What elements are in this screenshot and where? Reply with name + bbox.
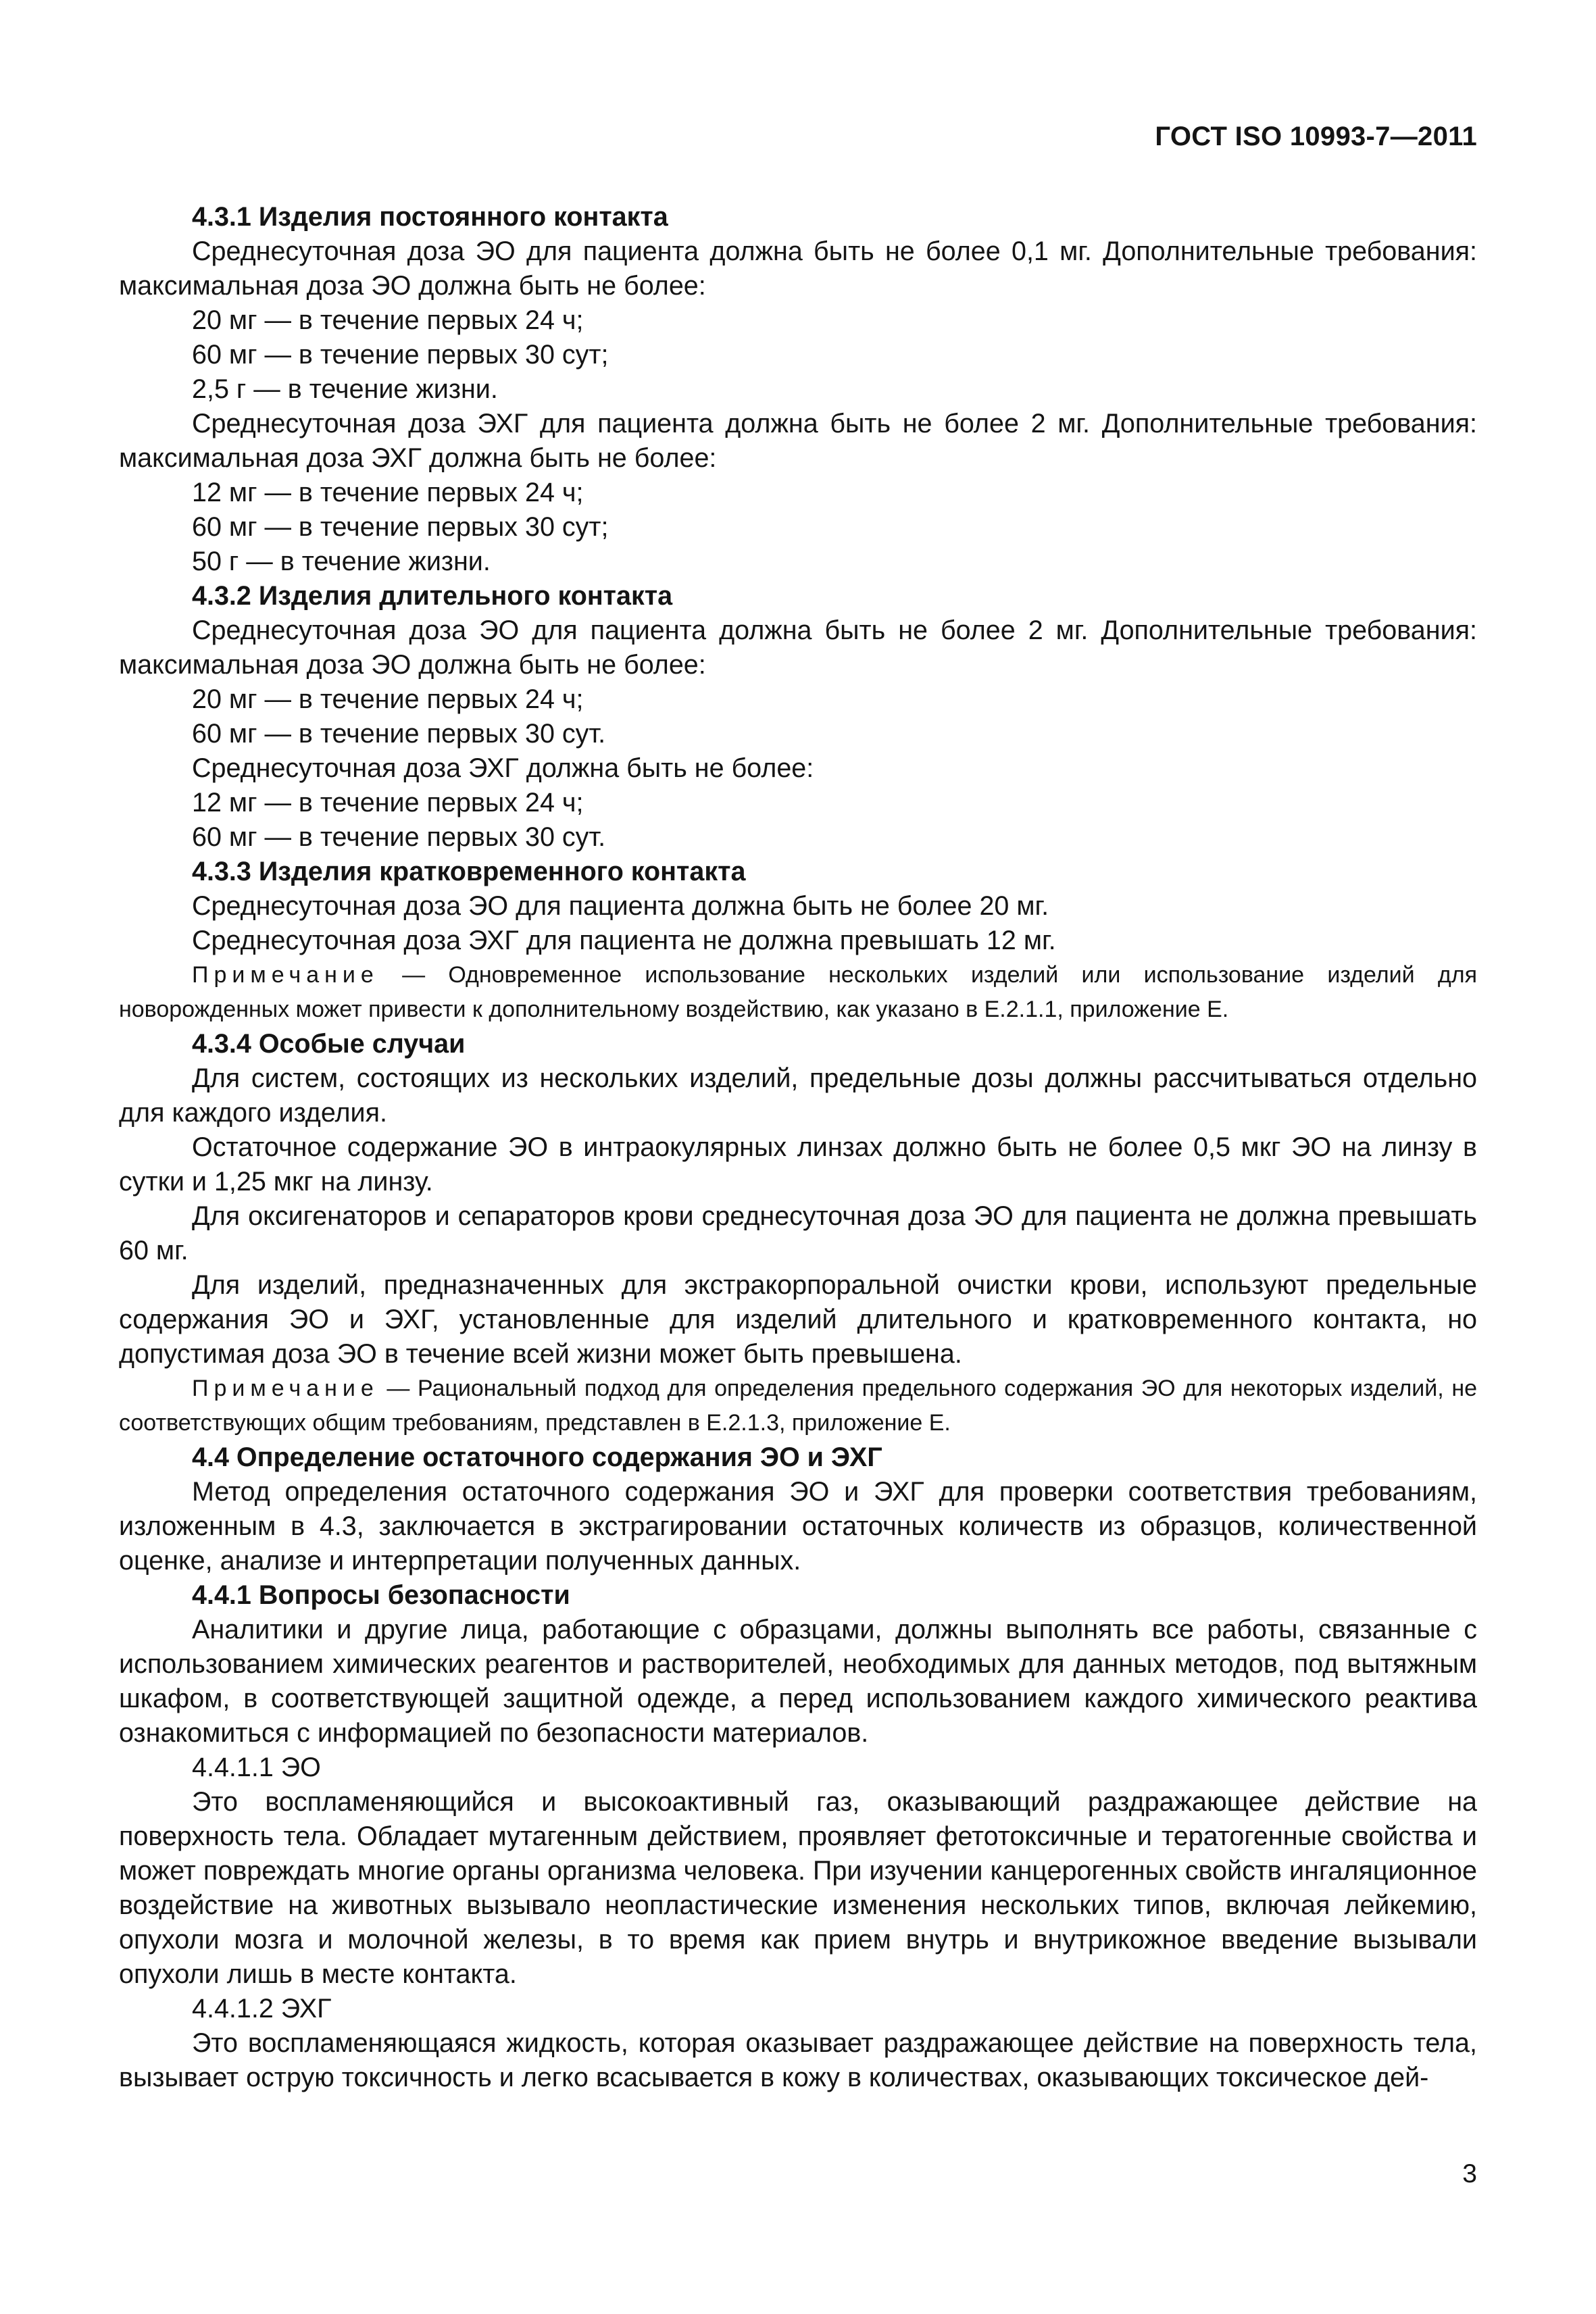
page-number: 3 (1462, 2159, 1477, 2188)
paragraph: Это воспламеняющийся и высокоактивный газ, оказывающий раздражающее действие на поверхность тела. Обладает мутагенным действием, проявляет фетотоксичные и тератогенные свойства и может повреждать многие органы организма человека. При изучении канцерогенных свойств ингаляционное воздействие на животных вызывало неопластические изменения нескольких типов, включая лейкемию, опухоли мозга и молочной железы, в то время как прием внутрь и внутрикожное введение вызывали опухоли лишь в месте контакта. (119, 1787, 1477, 1989)
paragraph: Среднесуточная доза ЭХГ для пациента не должна превышать 12 мг. (192, 926, 1056, 955)
list-item: 20 мг — в течение первых 24 ч; (192, 305, 584, 335)
note-text: — Одновременное использование нескольких изделий или использование изделий для новорожденных может привести к дополнительному воздействию, как указано в Е.2.1.1, приложение Е. (119, 962, 1477, 1022)
paragraph: Для изделий, предназначенных для экстракорпоральной очистки крови, используют предельные содержания ЭО и ЭХГ, установленные для изделий длительного и кратковременного контакта, но допустимая доза ЭО в течение всей жизни может быть превышена. (119, 1270, 1477, 1369)
paragraph: Среднесуточная доза ЭО для пациента должна быть не более 20 мг. (192, 891, 1049, 921)
section-heading: 4.4.1 Вопросы безопасности (192, 1580, 570, 1610)
section-heading: 4.4 Определение остаточного содержания ЭО и ЭХГ (192, 1442, 882, 1472)
paragraph: Для систем, состоящих из нескольких изделий, предельные дозы должны рассчитываться отдельно для каждого изделия. (119, 1063, 1477, 1128)
note-label: Примечание (192, 1376, 379, 1401)
list-item: 12 мг — в течение первых 24 ч; (192, 788, 584, 818)
paragraph: Для оксигенаторов и сепараторов крови среднесуточная доза ЭО для пациента не должна превышать 60 мг. (119, 1201, 1477, 1265)
paragraph: Среднесуточная доза ЭО для пациента должна быть не более 0,1 мг. Дополнительные требования: максимальная доза ЭО должна быть не более: (119, 236, 1477, 301)
section-heading: 4.3.4 Особые случаи (192, 1029, 466, 1059)
note (119, 958, 1477, 1027)
standard-header: ГОСТ ISO 10993-7—2011 (1155, 122, 1477, 151)
list-item: 60 мг — в течение первых 30 сут; (192, 512, 609, 542)
list-item: 60 мг — в течение первых 30 сут. (192, 822, 606, 852)
list-item: 60 мг — в течение первых 30 сут. (192, 719, 606, 749)
section-heading: 4.3.1 Изделия постоянного контакта (192, 202, 668, 232)
paragraph: Метод определения остаточного содержания ЭО и ЭХГ для проверки соответствия требованиям, изложенным в 4.3, заключается в экстрагировании остаточных количеств из образцов, количественной оценке, анализе и интерпретации полученных данных. (119, 1477, 1477, 1576)
section-heading: 4.3.2 Изделия длительного контакта (192, 581, 673, 611)
paragraph: Среднесуточная доза ЭО для пациента должна быть не более 2 мг. Дополнительные требования: максимальная доза ЭО должна быть не более: (119, 615, 1477, 680)
note-label: Примечание (192, 962, 379, 988)
subsection-heading: 4.4.1.1 ЭО (192, 1753, 321, 1782)
note (119, 1372, 1477, 1440)
paragraph: Среднесуточная доза ЭХГ для пациента должна быть не более 2 мг. Дополнительные требования: максимальная доза ЭХГ должна быть не более: (119, 409, 1477, 473)
paragraph: Аналитики и другие лица, работающие с образцами, должны выполнять все работы, связанные с использованием химических реагентов и растворителей, необходимых для данных методов, под вытяжным шкафом, в соответствующей защитной одежде, а перед использованием каждого химического реактива ознакомиться с информацией по безопасности материалов. (119, 1615, 1477, 1748)
note-text: — Рациональный подход для определения предельного содержания ЭО для некоторых изделий, не соответствующих общим требованиям, представлен в Е.2.1.3, приложение Е. (119, 1376, 1477, 1436)
list-item: 60 мг — в течение первых 30 сут; (192, 340, 609, 370)
section-heading: 4.3.3 Изделия кратковременного контакта (192, 857, 746, 886)
list-item: 12 мг — в течение первых 24 ч; (192, 478, 584, 507)
paragraph: Остаточное содержание ЭО в интраокулярных линзах должно быть не более 0,5 мкг ЭО на линзу в сутки и 1,25 мкг на линзу. (119, 1132, 1477, 1197)
paragraph: Среднесуточная доза ЭХГ должна быть не более: (192, 753, 814, 783)
subsection-heading: 4.4.1.2 ЭХГ (192, 1994, 332, 2023)
list-item: 50 г — в течение жизни. (192, 547, 491, 576)
list-item: 2,5 г — в течение жизни. (192, 374, 498, 404)
paragraph: Это воспламеняющаяся жидкость, которая оказывает раздражающее действие на поверхность тела, вызывает острую токсичность и легко всасывается в кожу в количествах, оказывающих токсическое дей- (119, 2028, 1477, 2092)
list-item: 20 мг — в течение первых 24 ч; (192, 684, 584, 714)
document-body (119, 200, 1477, 2095)
